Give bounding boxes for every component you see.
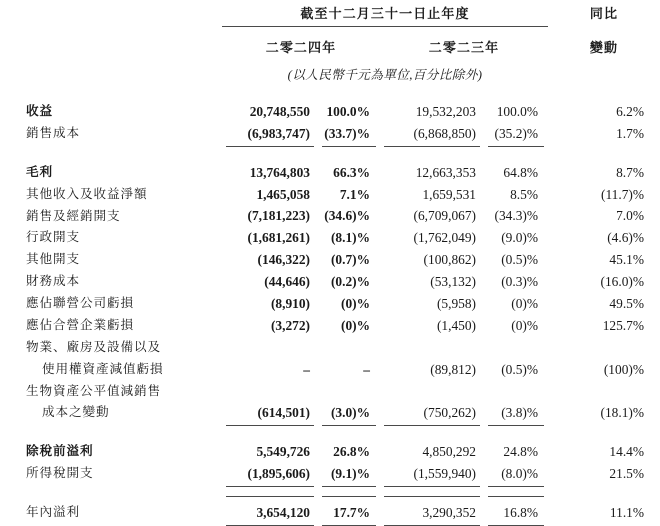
table-row xyxy=(0,183,660,205)
yoy-change: 11.1% xyxy=(609,504,645,520)
percent-2023: (0)% xyxy=(511,317,539,333)
value-placeholder xyxy=(548,380,660,402)
row-label: 其他收入及收益淨額 xyxy=(26,185,148,201)
header-row-unit xyxy=(0,58,660,83)
value-placeholder xyxy=(222,336,318,358)
percent-2024: (33.7)% xyxy=(318,122,380,144)
yoy-change: 1.7% xyxy=(616,125,645,141)
row-label-line1: 生物資產公平值減銷售 xyxy=(26,382,161,398)
yoy-change: 8.7% xyxy=(616,164,645,180)
row-label: 行政開支 xyxy=(26,229,80,245)
yoy-change: 21.5% xyxy=(609,466,645,481)
percent-2023: (35.2)% xyxy=(484,122,548,144)
row-label: 年內溢利 xyxy=(26,504,80,519)
percent-2023: 24.8% xyxy=(503,444,539,460)
value-2023: (750,262) xyxy=(380,401,484,423)
value-2024: 3,654,120 xyxy=(222,501,318,523)
value-2024: 13,764,803 xyxy=(249,164,310,180)
row-label: 財務成本 xyxy=(26,273,80,289)
row-label: 其他開支 xyxy=(26,251,80,267)
yoy-header-line2: 變動 xyxy=(589,41,619,56)
table-row-label-continuation xyxy=(0,380,660,402)
row-label-line2: 成本之變動 xyxy=(42,404,110,420)
percent-2023: (3.8)% xyxy=(484,401,548,423)
yoy-change: (16.0)% xyxy=(600,274,645,289)
yoy-change: 125.7% xyxy=(602,317,645,333)
table-row xyxy=(0,122,660,144)
percent-2023: 64.8% xyxy=(503,164,539,180)
percent-2023: 100.0% xyxy=(496,103,539,119)
row-label: 銷售及經銷開支 xyxy=(26,207,121,223)
table-row xyxy=(0,161,660,183)
table-row xyxy=(0,270,660,292)
unit-note: (以人民幣千元為單位,百分比除外) xyxy=(287,68,483,82)
percent-2023: (0)% xyxy=(511,295,539,311)
header-spacer xyxy=(0,0,222,26)
header-body-gap xyxy=(0,83,660,100)
percent-2024: 26.8% xyxy=(333,444,370,460)
percent-2024: 66.3% xyxy=(333,164,370,180)
percent-2023: (0.5)% xyxy=(501,361,539,377)
table-row xyxy=(0,292,660,314)
value-2023: 12,663,353 xyxy=(415,164,476,180)
percent-2023: 16.8% xyxy=(484,501,548,523)
value-2023: 3,290,352 xyxy=(380,501,484,523)
percent-2024: (0)% xyxy=(340,317,370,333)
value-2023: (100,862) xyxy=(423,252,476,268)
value-2023: (89,812) xyxy=(430,361,476,377)
row-label: 應佔聯營公司虧損 xyxy=(26,295,134,310)
row-label: 所得稅開支 xyxy=(26,465,94,481)
yoy-change: (100)% xyxy=(603,361,645,377)
value-2024: (8,910) xyxy=(270,295,310,311)
value-2024: 20,748,550 xyxy=(249,103,310,119)
table-row xyxy=(0,501,660,523)
percent-2023: (0.5)% xyxy=(501,252,539,268)
value-placeholder xyxy=(484,380,548,402)
yoy-change: (11.7)% xyxy=(601,186,645,202)
value-placeholder xyxy=(222,380,318,402)
percent-2024: 7.1% xyxy=(339,186,370,202)
percent-2024: (8.1)% xyxy=(330,230,370,246)
value-2023: (1,559,940) xyxy=(380,462,484,484)
table-row xyxy=(0,314,660,336)
value-placeholder xyxy=(318,380,380,402)
value-2023: (6,709,067) xyxy=(413,208,476,224)
table-row xyxy=(0,440,660,462)
table-row xyxy=(0,100,660,122)
percent-2024: (0)% xyxy=(340,295,370,311)
value-2024: (614,501) xyxy=(222,401,318,423)
percent-2024: (0.7)% xyxy=(330,252,370,268)
percent-2023: (0.3)% xyxy=(501,274,539,289)
row-label: 銷售成本 xyxy=(26,124,80,140)
percent-2023: (8.0)% xyxy=(484,462,548,484)
value-2024: 1,465,058 xyxy=(256,186,310,202)
yoy-change: 45.1% xyxy=(609,252,645,268)
row-label: 收益 xyxy=(26,103,53,118)
percent-2024: 17.7% xyxy=(318,501,380,523)
yoy-change: 14.4% xyxy=(609,444,645,460)
period-title: 截至十二月三十一日止年度 xyxy=(300,7,470,22)
percent-2024: – xyxy=(363,361,370,377)
value-2024: (44,646) xyxy=(264,274,310,289)
value-2024: 5,549,726 xyxy=(256,444,310,460)
value-2023: 19,532,203 xyxy=(415,103,476,119)
yoy-change: (4.6)% xyxy=(607,230,645,246)
year-header-current: 二零二四年 xyxy=(265,41,337,56)
header-row-period xyxy=(0,0,660,26)
percent-2024: (3.0)% xyxy=(318,401,380,423)
value-placeholder xyxy=(484,336,548,358)
value-2023: (1,450) xyxy=(436,317,476,333)
value-2023: (53,132) xyxy=(430,274,476,289)
year-header-prior: 二零二三年 xyxy=(428,41,500,56)
yoy-change: 6.2% xyxy=(616,103,645,119)
value-2024: (3,272) xyxy=(270,317,310,333)
table-row xyxy=(0,248,660,270)
value-2023: 1,659,531 xyxy=(422,186,476,202)
yoy-change: (18.1)% xyxy=(600,405,645,421)
yoy-header-line1: 同比 xyxy=(589,7,619,22)
percent-2024: (0.2)% xyxy=(330,274,370,289)
header-row-years xyxy=(0,27,660,58)
value-2024: (146,322) xyxy=(257,252,310,268)
value-2024: (7,181,223) xyxy=(247,208,310,224)
value-placeholder xyxy=(548,336,660,358)
row-label: 毛利 xyxy=(26,163,53,179)
table-row xyxy=(0,205,660,227)
header-spacer-2 xyxy=(0,27,222,58)
header-spacer-4 xyxy=(548,58,660,83)
value-2023: (6,868,850) xyxy=(380,122,484,144)
value-2024: (1,895,606) xyxy=(222,462,318,484)
percent-2024: (9.1)% xyxy=(318,462,380,484)
percent-2023: (34.3)% xyxy=(494,208,539,224)
table-row xyxy=(0,358,660,380)
row-label: 應佔合營企業虧損 xyxy=(26,316,134,332)
row-label-line1: 物業、廠房及設備以及 xyxy=(26,338,161,354)
table-row xyxy=(0,462,660,484)
table-row-label-continuation xyxy=(0,336,660,358)
percent-2024: 100.0% xyxy=(326,103,370,119)
percent-2024: (34.6)% xyxy=(324,208,370,224)
value-2024: (6,983,747) xyxy=(222,122,318,144)
value-2024: – xyxy=(303,361,310,377)
row-label-line2: 使用權資產減值虧損 xyxy=(42,360,164,376)
value-2023: (1,762,049) xyxy=(413,230,476,246)
gap-cell xyxy=(0,83,660,100)
value-placeholder xyxy=(318,336,380,358)
yoy-change: 49.5% xyxy=(609,295,645,311)
value-2024: (1,681,261) xyxy=(247,230,310,246)
percent-2023: (9.0)% xyxy=(501,230,539,246)
percent-2023: 8.5% xyxy=(510,186,539,202)
value-2023: 4,850,292 xyxy=(422,444,476,460)
value-placeholder xyxy=(380,336,484,358)
yoy-change: 7.0% xyxy=(616,208,645,224)
table-row xyxy=(0,401,660,423)
header-spacer-3 xyxy=(0,58,222,83)
value-placeholder xyxy=(380,380,484,402)
value-2023: (5,958) xyxy=(436,295,476,311)
table-row xyxy=(0,226,660,248)
row-label: 除稅前溢利 xyxy=(26,443,94,459)
